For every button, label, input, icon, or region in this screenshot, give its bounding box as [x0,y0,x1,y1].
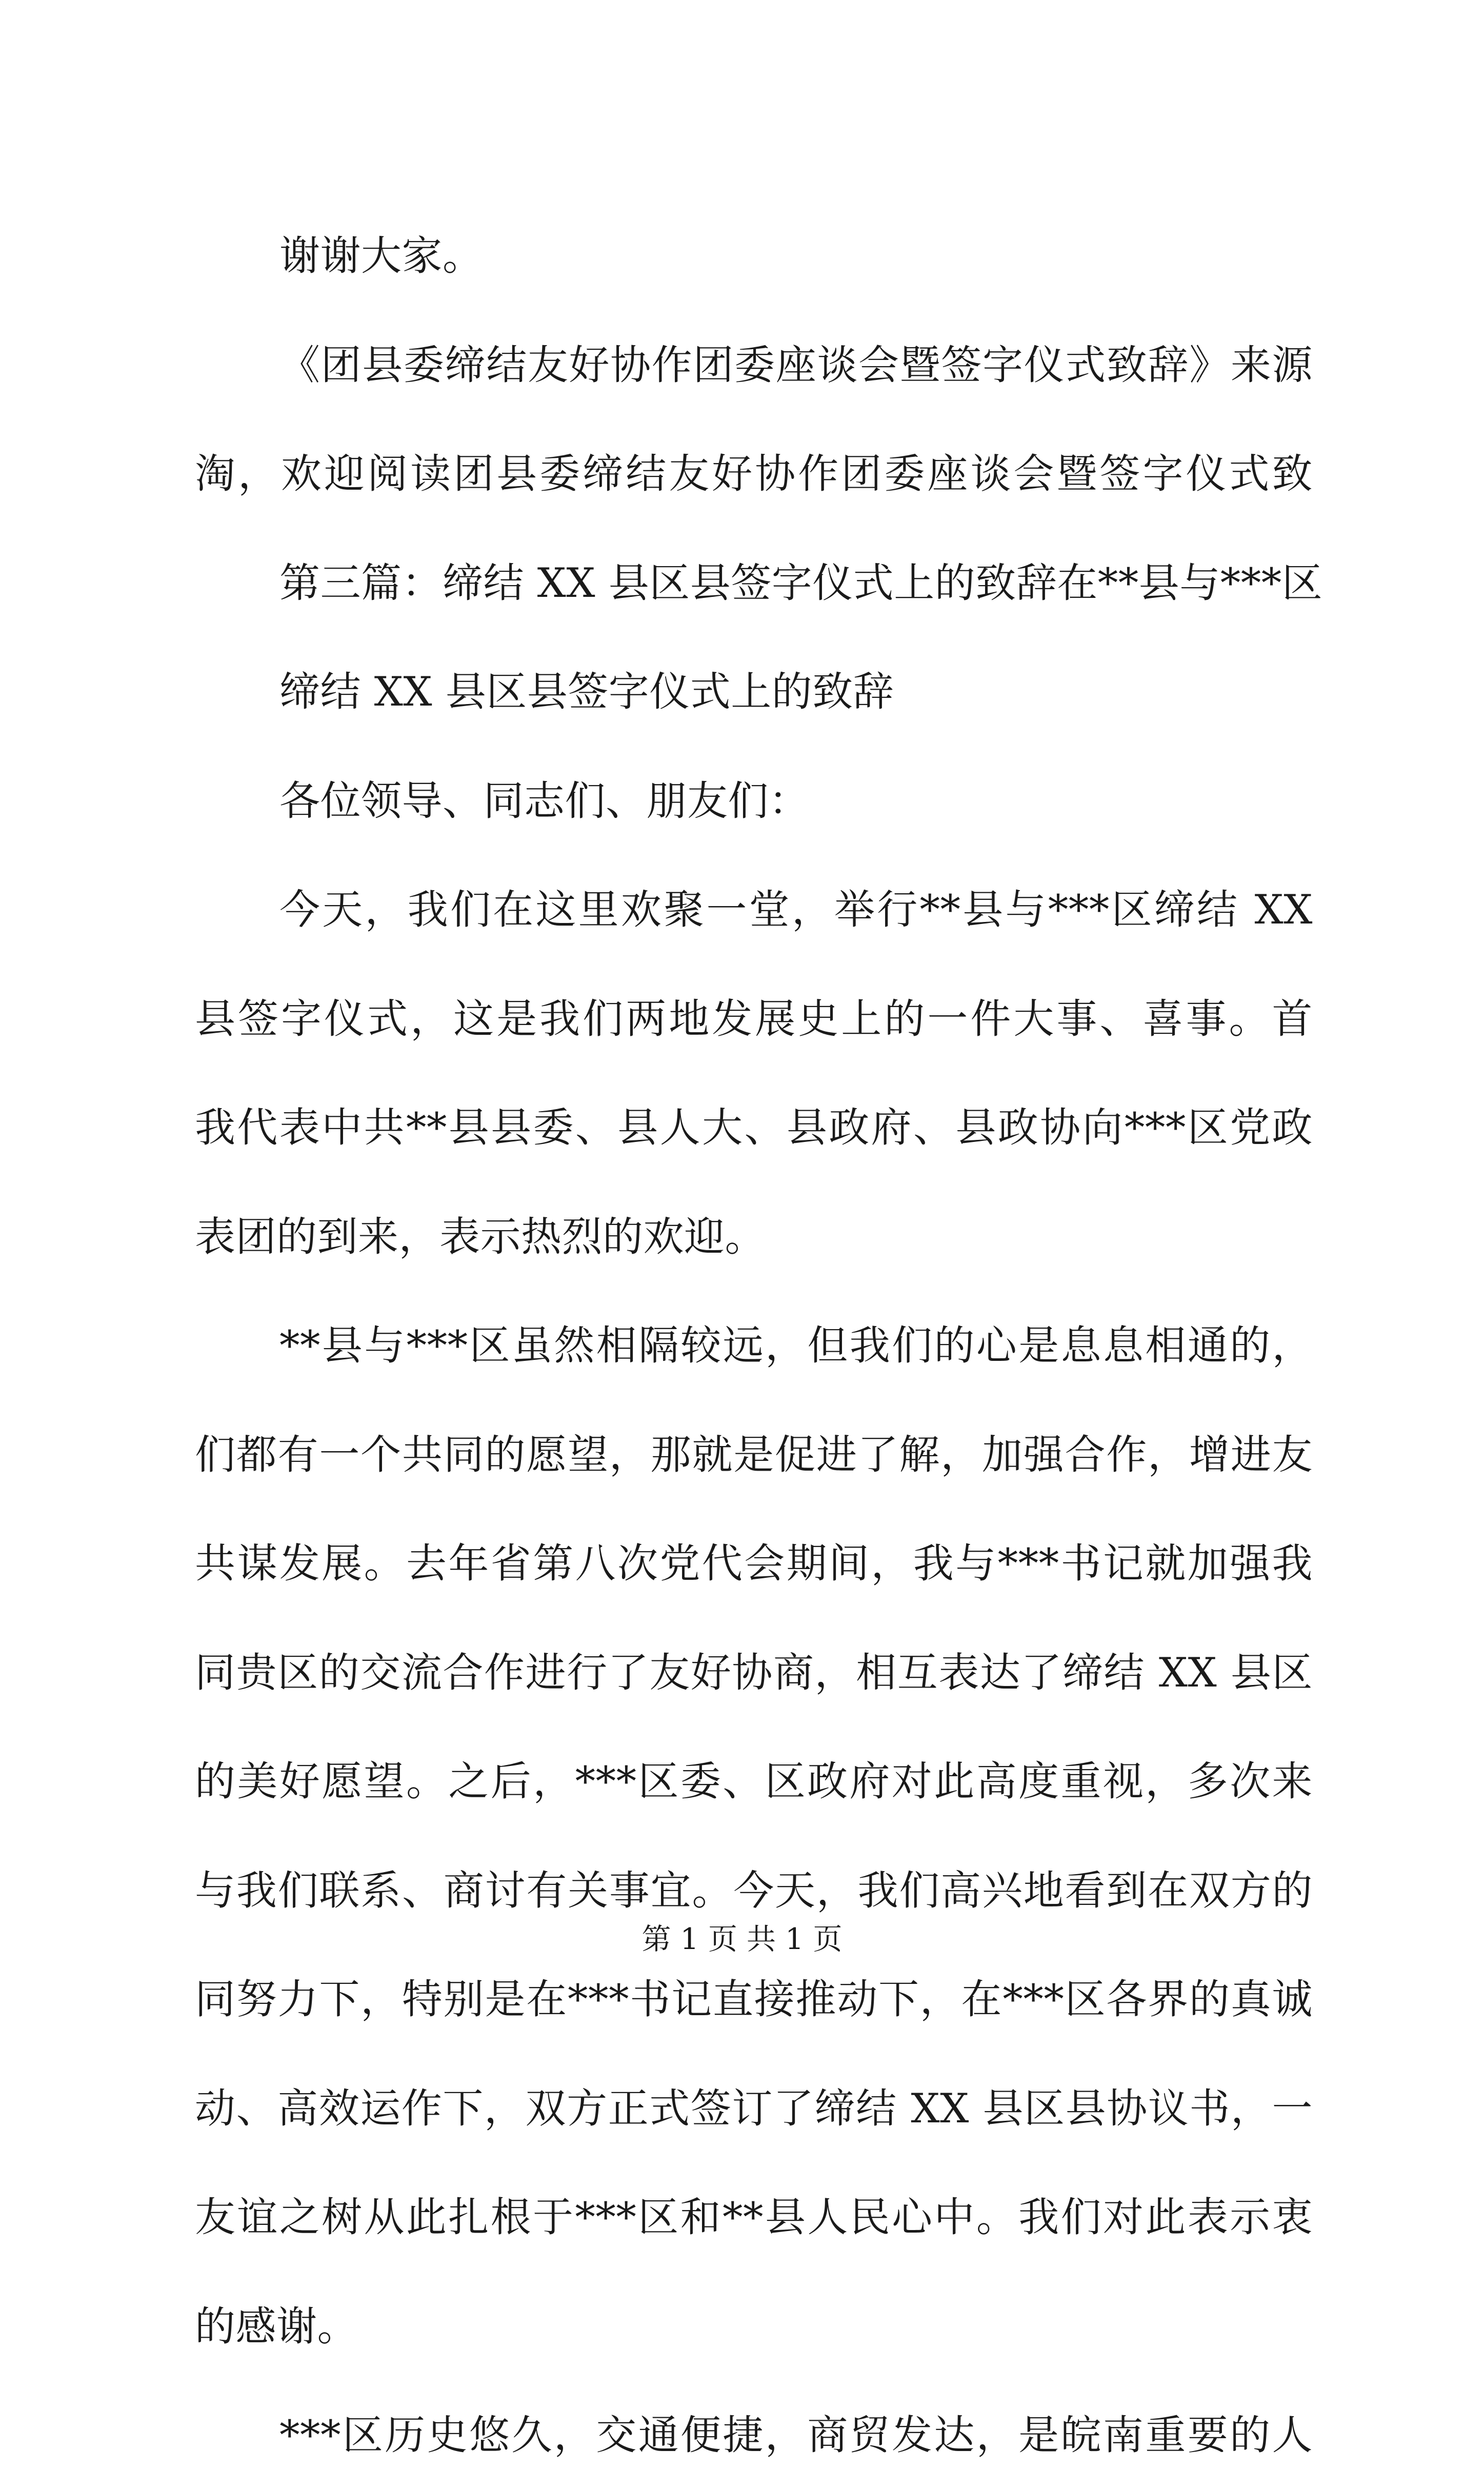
text-line: 表团的到来，表示热烈的欢迎。 [195,1213,766,1260]
page-number: 第 1 页 共 1 页 [641,1922,843,1956]
text-line: 的美好愿望。之后，***区委、区政府对此高度重视，多次来 [195,1758,1313,1805]
text-line: 县签字仪式，这是我们两地发展史上的一件大事、喜事。首 [195,995,1313,1042]
text-line: 们都有一个共同的愿望，那就是促进了解，加强合作，增进友 [195,1431,1313,1478]
salutation: 各位领导、同志们、朋友们： [279,777,810,825]
section-heading: 第三篇：缔结 XX 县区县签字仪式上的致辞在**县与***区 [279,559,1323,607]
text-line: 《团县委缔结友好协作团委座谈会暨签字仪式致辞》来源 [279,341,1313,389]
text-line: 今天，我们在这里欢聚一堂，举行**县与***区缔结 XX [279,886,1313,933]
page-footer [0,1919,1484,1960]
text-line: 的感谢。 [195,2302,358,2350]
text-line: 同贵区的交流合作进行了友好协商，相互表达了缔结 XX 县区 [195,1649,1313,1696]
text-line: ***区历史悠久，交通便捷，商贸发达，是皖南重要的人 [279,2412,1313,2459]
text-line: 共谋发展。去年省第八次党代会期间，我与***书记就加强我 [195,1540,1313,1587]
text-line: 动、高效运作下，双方正式签订了缔结 XX 县区县协议书，一 [195,2084,1313,2132]
text-line: 谢谢大家。 [279,232,484,279]
text-line: 同努力下，特别是在***书记直接推动下，在***区各界的真诚 [195,1976,1313,2023]
text-line: 淘，欢迎阅读团县委缔结友好协作团委座谈会暨签字仪式致 [195,450,1313,497]
text-line: 友谊之树从此扎根于***区和**县人民心中。我们对此表示衷 [195,2194,1313,2241]
document-body [195,202,1323,2490]
text-line: 我代表中共**县县委、县人大、县政府、县政协向***区党政 [195,1104,1313,1151]
text-line: **县与***区虽然相隔较远，但我们的心是息息相通的， [279,1322,1313,1369]
text-line: 与我们联系、商讨有关事宜。今天，我们高兴地看到在双方的 [195,1866,1313,1914]
section-subheading: 缔结 XX 县区县签字仪式上的致辞 [279,668,894,715]
